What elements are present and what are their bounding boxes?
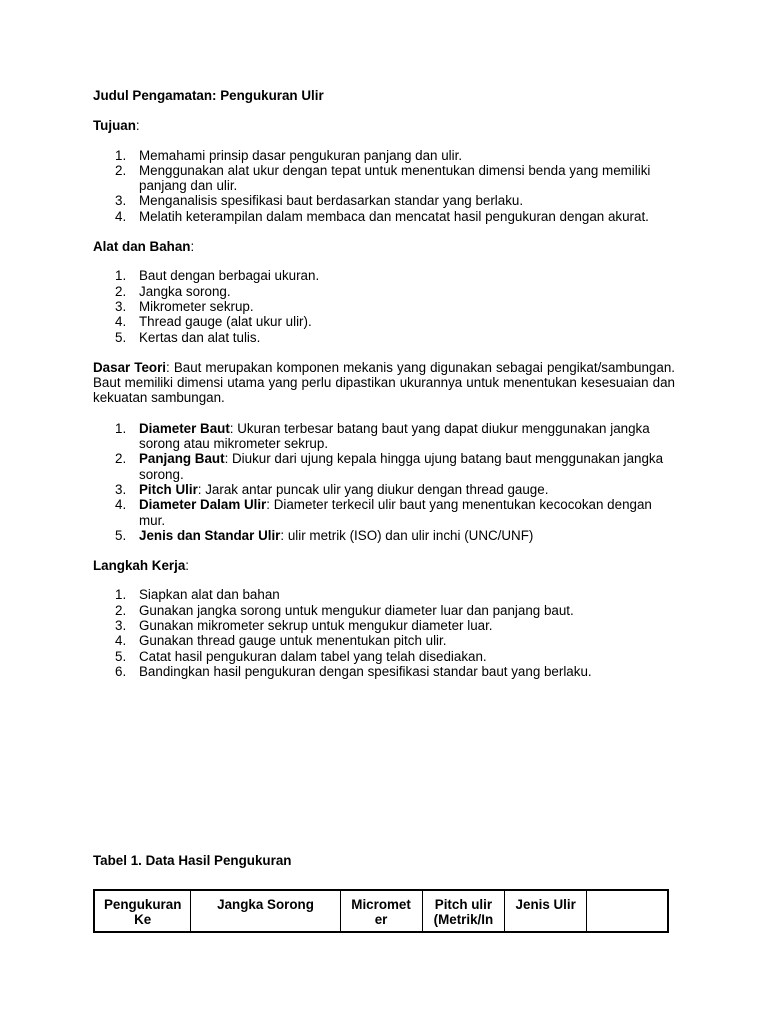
document-title: Judul Pengamatan: Pengukuran Ulir	[93, 88, 324, 103]
list-item: 3. Gunakan mikrometer sekrup untuk mengukur diameter luar.	[115, 618, 493, 634]
alat-list	[93, 268, 675, 344]
list-item: 1. Memahami prinsip dasar pengukuran panjang dan ulir.	[115, 147, 463, 163]
list-item: 4. Thread gauge (alat ukur ulir).	[115, 314, 312, 330]
list-item: 4. Diameter Dalam Ulir: Diameter terkecil ulir baut yang menentukan kecocokan dengan mur.	[115, 497, 652, 528]
list-item: 2. Panjang Baut: Diukur dari ujung kepala hingga ujung batang baut menggunakan jangka sorong.	[115, 451, 664, 482]
list-item: 5. Kertas dan alat tulis.	[115, 329, 261, 345]
list-item: 6. Bandingkan hasil pengukuran dengan spesifikasi standar baut yang berlaku.	[115, 663, 592, 679]
list-item: 2. Gunakan jangka sorong untuk mengukur diameter luar dan panjang baut.	[115, 602, 574, 618]
header-micrometer: Micromet er	[340, 890, 422, 932]
document-page	[93, 88, 675, 679]
tujuan-list	[93, 148, 675, 224]
list-item: 2. Jangka sorong.	[115, 283, 231, 299]
header-jenis-ulir: Jenis Ulir	[505, 890, 587, 932]
dasar-teori-list	[93, 421, 675, 543]
header-jangka-sorong: Jangka Sorong	[191, 890, 340, 932]
list-item: 5. Catat hasil pengukuran dalam tabel yang telah disediakan.	[115, 648, 487, 664]
list-item: 1. Baut dengan berbagai ukuran.	[115, 268, 320, 284]
list-item: 4. Melatih keterampilan dalam membaca dan mencatat hasil pengukuran dengan akurat.	[115, 208, 649, 224]
dasar-teori-paragraph: Dasar Teori: Baut merupakan komponen mekanis yang digunakan sebagai pengikat/sambungan. Baut memiliki dimensi utama yang perlu dipastikan ukurannya untuk menentukan kesesuaian dan kekuatan sambungan.	[93, 359, 675, 406]
tujuan-heading: Tujuan:	[93, 118, 140, 134]
langkah-heading: Langkah Kerja:	[93, 558, 190, 574]
list-item: 1. Diameter Baut: Ukuran terbesar batang baut yang dapat diukur menggunakan jangka sorong atau mikrometer sekrup.	[115, 420, 650, 452]
langkah-list	[93, 587, 675, 679]
data-table	[93, 889, 669, 933]
table-header-row	[94, 890, 668, 932]
list-item: 4. Gunakan thread gauge untuk menentukan pitch ulir.	[115, 633, 447, 649]
list-item: 3. Pitch Ulir: Jarak antar puncak ulir yang diukur dengan thread gauge.	[115, 481, 549, 497]
alat-heading: Alat dan Bahan:	[93, 239, 195, 255]
list-item: 3. Mikrometer sekrup.	[115, 298, 254, 314]
header-pitch-ulir: Pitch ulir (Metrik/In	[422, 890, 505, 932]
list-item: 1. Siapkan alat dan bahan	[115, 587, 280, 603]
list-item: 2. Menggunakan alat ukur dengan tepat untuk menentukan dimensi benda yang memiliki panjang dan ulir.	[115, 162, 651, 194]
list-item: 5. Jenis dan Standar Ulir: ulir metrik (ISO) dan ulir inchi (UNC/UNF)	[115, 527, 534, 543]
table-title: Tabel 1. Data Hasil Pengukuran	[93, 853, 292, 868]
header-empty	[587, 890, 668, 932]
header-pengukuran-ke: Pengukuran Ke	[94, 890, 191, 932]
list-item: 3. Menganalisis spesifikasi baut berdasarkan standar yang berlaku.	[115, 193, 524, 209]
